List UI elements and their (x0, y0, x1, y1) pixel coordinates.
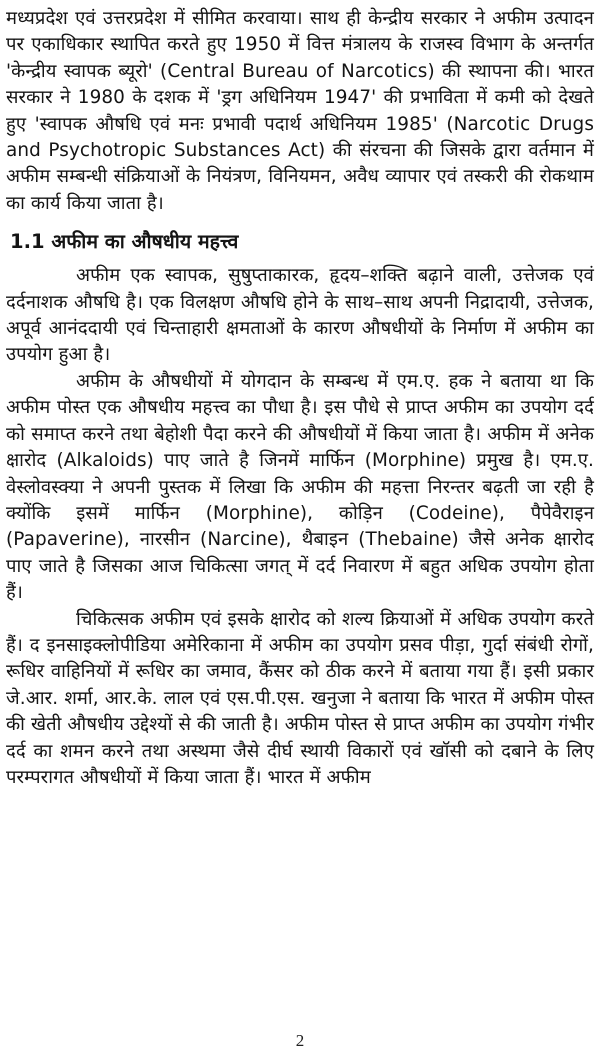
page-number: 2 (295, 1031, 305, 1050)
section-heading: 1.1 अफीम का औषधीय महत्त्व (10, 230, 239, 254)
paragraph-continuation: मध्यप्रदेश एवं उत्तरप्रदेश में सीमित करवाया। साथ ही केन्द्रीय सरकार ने अफीम उत्पादन पर एकाधिकार स्थापित करते हुए 1950 में वित्त मंत्रालय के राजस्व विभाग के अन्तर्गत 'केन्द्रीय स्वापक ब्यूरो' (Central Bureau of Narcotics) की स्थापना की। भारत सरकार ने 1980 के दशक में 'ड्रग अधिनियम 1947' की प्रभाविता में कमी को देखते हुए 'स्वापक औषधि एवं मनः प्रभावी पदार्थ अधिनियम 1985' (Narcotic Drugs and Psychotropic Substances Act) की संरचना की जिसके द्वारा वर्तमान में अफीम सम्बन्धी संक्रियाओं के नियंत्रण, विनियमन, अवैध व्यापार एवं तस्करी की रोकथाम का कार्य किया जाता है। (6, 8, 594, 214)
document-page (6, 6, 594, 1046)
paragraph-surgical-use: चिकित्सक अफीम एवं इसके क्षारोद को शल्य क्रियाओं में अधिक उपयोग करते हैं। द इनसाइक्लोपीडिया अमेरिकाना में अफीम का उपयोग प्रसव पीड़ा, गुर्दा संबंधी रोगों, रूधिर वाहिनियों में रूधिर का जमाव, कैंसर को ठीक करने में बताया गया हैं। इसी प्रकार जे.आर. शर्मा, आर.के. लाल एवं एस.पी.एस. खनुजा ने बताया कि भारत में अफीम पोस्त की खेती औषधीय उद्देश्यों से की जाती है। अफीम पोस्त से प्राप्त अफीम का उपयोग गंभीर दर्द का शमन करने तथा अस्थमा जैसे दीर्घ स्थायी विकारों एवं खॉसी को दबाने के लिए परम्परागत औषधीयों में किया जाता हैं। भारत में अफीम (6, 608, 594, 788)
paragraph-opium-medicinal-intro: अफीम एक स्वापक, सुषुप्ताकारक, हृदय–शक्ति बढ़ाने वाली, उत्तेजक एवं दर्दनाशक औषधि है। एक विलक्षण औषधि होने के साथ–साथ अपनी निद्रादायी, उत्तेजक, अपूर्व आनंददायी एवं चिन्ताहारी क्षमताओं के कारण औषधीयों के निर्माण में अफीम का उपयोग हुआ है। (6, 265, 594, 366)
paragraph-alkaloids: अफीम के औषधीयों में योगदान के सम्बन्ध में एम.ए. हक ने बताया था कि अफीम पोस्त एक औषधीय महत्त्व का पौधा है। इस पौधे से प्राप्त अफीम का उपयोग दर्द को समाप्त करने तथा बेहोशी पैदा करने की औषधीयों में किया जाता है। अफीम में अनेक क्षारोद (Alkaloids) पाए जाते है जिनमें मार्फिन (Morphine) प्रमुख है। एम.ए. वेस्लोवस्क्या ने अपनी पुस्तक में लिखा कि अफीम की महत्ता निरन्तर बढ़ती जा रही है क्योंकि इसमें मार्फिन (Morphine), कोड़िन (Codeine), पैपेवैराइन (Papaverine), नारसीन (Narcine), थैबाइन (Thebaine) जैसे अनेक क्षारोद पाए जाते है जिसका आज चिकित्सा जगत् में दर्द निवारण में बहुत अधिक उपयोग होता हैं। (6, 370, 594, 604)
